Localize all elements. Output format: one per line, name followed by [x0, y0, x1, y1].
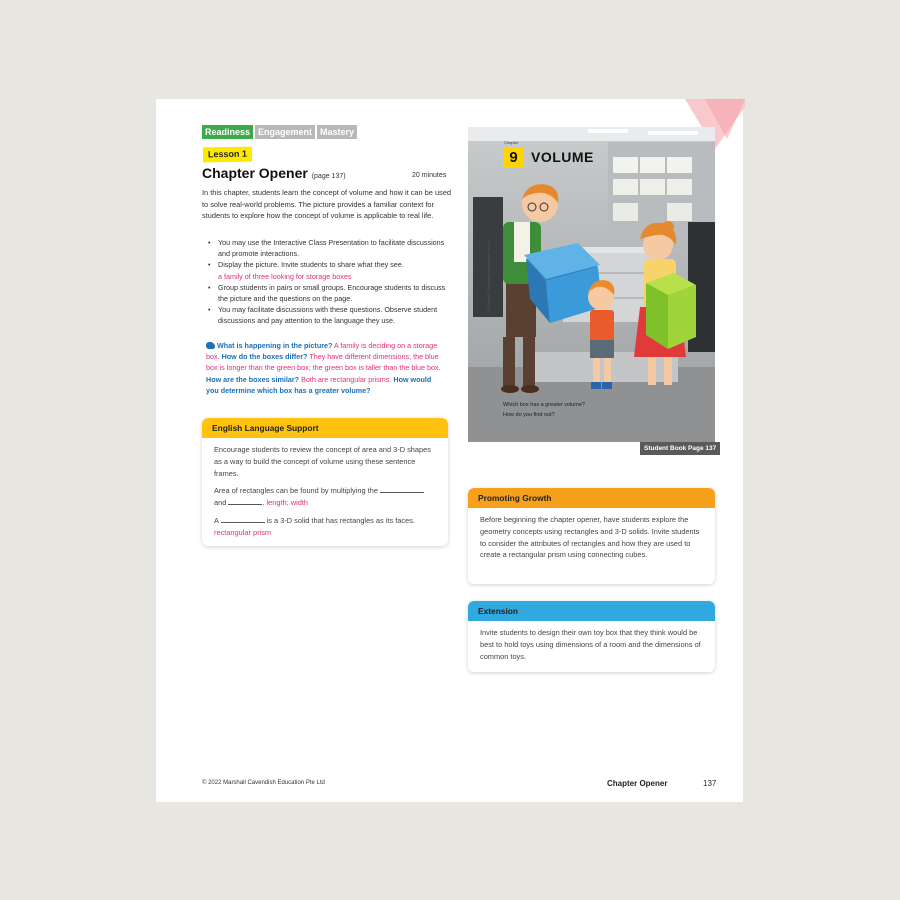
duration: 20 minutes: [412, 172, 447, 179]
chapter-number: 9: [503, 147, 524, 168]
title-page-ref: (page 137): [311, 173, 346, 180]
frame-answer: rectangular prism: [214, 527, 272, 537]
frame-text: A: [214, 515, 219, 525]
picture-question: How do you find out?: [503, 412, 555, 418]
blank-line: [380, 485, 424, 493]
blank-line: [228, 497, 262, 505]
card-heading: Extension: [468, 601, 715, 621]
frame-text: is a 3-D solid that has rectangles as its faces.: [266, 515, 415, 525]
card-heading: English Language Support: [202, 418, 448, 438]
copyright: © 2022 Marshall Cavendish Education Pte Ltd: [202, 780, 325, 786]
student-book-page-label: Student Book Page 137: [640, 442, 720, 455]
bullet-text: You may facilitate discussions with these questions. Observe student discussions and pay attention to the language they use.: [218, 305, 438, 326]
card-body: Before beginning the chapter opener, have students explore the geometry concepts using rectangles and 3-D solids. Invite students to consider the attributes of rectangles and how they are used to create a rectangular prism using connecting cubes.: [480, 515, 700, 560]
answer: They have different dimensions; the blue box is longer than the green box; the green box is taller than the blue box.: [206, 352, 441, 373]
bullet-text: You may use the Interactive Class Presentation to facilitate discussions and promote interactions.: [218, 238, 445, 259]
promoting-growth-card: [468, 488, 715, 584]
english-language-support-card: [202, 418, 448, 546]
tag-engagement: Engagement: [255, 125, 315, 139]
els-sentence-frame: Area of rectangles can be found by multiplying the and . length; width: [214, 485, 436, 509]
bullet-text: Display the picture. Invite students to share what they see.: [218, 260, 404, 270]
question: How would you determine which box has a greater volume?: [206, 374, 432, 395]
answer: A family is deciding on a storage box.: [206, 341, 438, 362]
stage-tags: [202, 125, 357, 139]
card-body: [202, 438, 448, 546]
warehouse-illustration: [468, 127, 715, 442]
frame-answer: length; width: [266, 498, 309, 508]
title-text: Chapter Opener: [202, 165, 308, 181]
tag-mastery: Mastery: [317, 125, 357, 139]
picture-credit: © Marshall Cavendish Education Pte Ltd: [486, 240, 491, 312]
tag-readiness: Readiness: [202, 125, 253, 139]
bullet-answer: a family of three looking for storage boxes: [218, 271, 352, 281]
answer: Both are rectangular prisms.: [301, 374, 392, 384]
chapter-opener-picture: [468, 127, 715, 442]
els-paragraph: Encourage students to review the concept of area and 3-D shapes as a way to build the concept of volume using these sentence frames.: [214, 445, 431, 478]
discussion-questions: [206, 340, 446, 396]
bullet-text: Group students in pairs or small groups. Encourage students to discuss the picture and the questions on the page.: [218, 282, 446, 304]
list-item: [206, 259, 446, 281]
instruction-list: [206, 237, 446, 327]
card-heading: Promoting Growth: [468, 488, 715, 508]
teacher-guide-page: [156, 99, 743, 802]
lesson-tag: Lesson 1: [203, 147, 252, 163]
question: How do the boxes differ?: [221, 352, 308, 362]
page-number: 137: [703, 779, 717, 788]
frame-text: Area of rectangles can be found by multiplying the: [214, 486, 378, 496]
picture-question: Which box has a greater volume?: [503, 402, 585, 408]
extension-card: [468, 601, 715, 672]
blank-line: [221, 515, 265, 523]
page-title: [202, 165, 346, 181]
question: How are the boxes similar?: [206, 374, 300, 384]
list-item: [206, 304, 446, 326]
speech-bubble-icon: [206, 342, 215, 349]
els-sentence-frame: [214, 515, 436, 539]
list-item: [206, 282, 446, 304]
intro-paragraph: In this chapter, students learn the concept of volume and how it can be used to solve real-world problems. The picture provides a familiar context for students to explore how the concept of volume is applicable to real life.: [202, 188, 451, 221]
card-body: Invite students to design their own toy box that they think would be best to hold toys using dimensions of a room and the dimensions of common toys.: [480, 628, 701, 661]
chapter-title: VOLUME: [531, 149, 594, 165]
list-item: [206, 237, 446, 259]
frame-text: and: [214, 498, 227, 508]
question: What is happening in the picture?: [217, 341, 333, 350]
footer-title: Chapter Opener: [607, 779, 668, 788]
chapter-label: Chapter: [504, 140, 519, 145]
